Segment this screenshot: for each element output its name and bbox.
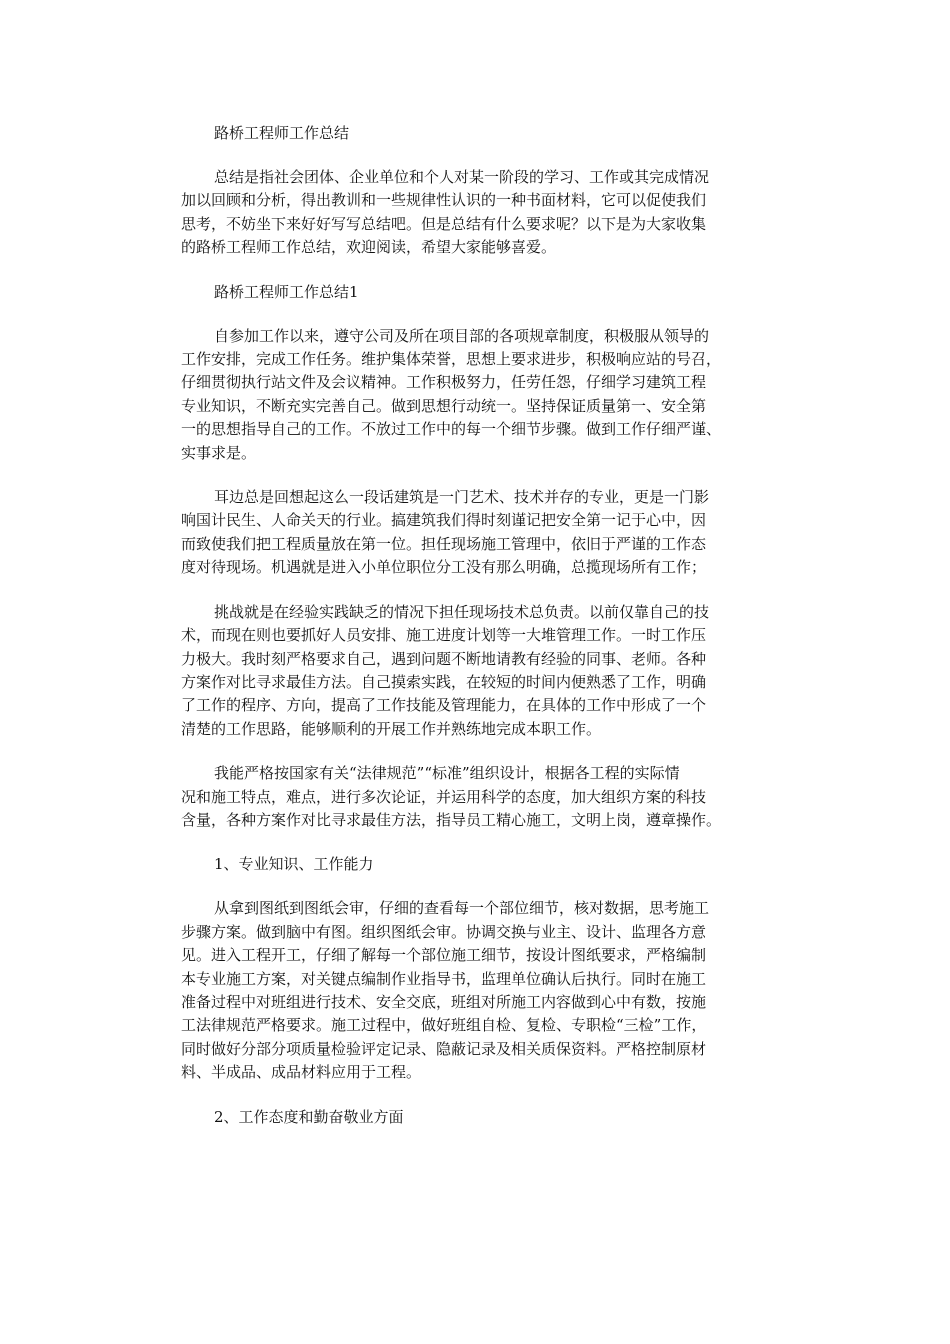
- paragraph-line: 一的思想指导自己的工作。不放过工作中的每一个细节步骤。做到工作仔细严谨、: [181, 420, 722, 439]
- paragraph-line: 从拿到图纸到图纸会审，仔细的查看每一个部位细节，核对数据，思考施工: [214, 899, 710, 918]
- paragraph-line: 见。进入工程开工，仔细了解每一个部位施工细节，按设计图纸要求，严格编制: [181, 946, 707, 965]
- paragraph-line: 挑战就是在经验实践缺乏的情况下担任现场技术总负责。以前仅靠自己的技: [214, 602, 710, 621]
- paragraph-line: 度对待现场。机遇就是进入小单位职位分工没有那么明确，总揽现场所有工作；: [181, 558, 707, 577]
- paragraph-line: 加以回顾和分析，得出教训和一些规律性认识的一种书面材料，它可以促使我们: [181, 191, 707, 210]
- document-title: 路桥工程师工作总结: [214, 124, 350, 142]
- paragraph-line: 况和施工特点，难点，进行多次论证，并运用科学的态度，加大组织方案的科技: [181, 787, 707, 806]
- paragraph-line: 总结是指社会团体、企业单位和个人对某一阶段的学习、工作或其完成情况: [214, 168, 710, 186]
- paragraph-line: 方案作对比寻求最佳方法。自己摸索实践，在较短的时间内便熟悉了工作，明确: [181, 672, 707, 691]
- paragraph-line: 同时做好分部分项质量检验评定记录、隐蔽记录及相关质保资料。严格控制原材: [181, 1039, 707, 1058]
- paragraph-line: 清楚的工作思路，能够顺利的开展工作并熟练地完成本职工作。: [181, 719, 602, 738]
- paragraph-line: 力极大。我时刻严格要求自己，遇到问题不断地请教有经验的同事、老师。各种: [181, 649, 707, 668]
- paragraph-line: 准备过程中对班组进行技术、安全交底，班组对所施工内容做到心中有数，按施: [181, 992, 707, 1011]
- section-title: 路桥工程师工作总结1: [214, 282, 359, 301]
- paragraph-5: [181, 897, 781, 1084]
- paragraph-line: 料、半成品、成品材料应用于工程。: [181, 1063, 422, 1082]
- heading-1: 1、专业知识、工作能力: [214, 855, 374, 874]
- paragraph-line: 而致使我们把工程质量放在第一位。担任现场施工管理中，依旧于严谨的工作态: [181, 534, 707, 553]
- paragraph-line: 工作安排，完成工作任务。维护集体荣誉，思想上要求进步，积极响应站的号召，: [181, 350, 722, 369]
- paragraph-line: 本专业施工方案，对关键点编制作业指导书，监理单位确认后执行。同时在施工: [181, 969, 707, 988]
- paragraph-line: 了工作的程序、方向，提高了工作技能及管理能力，在具体的工作中形成了一个: [181, 696, 707, 715]
- paragraph-line: 自参加工作以来，遵守公司及所在项目部的各项规章制度，积极服从领导的: [214, 326, 710, 345]
- paragraph-3: [181, 601, 781, 741]
- paragraph-line: 仔细贯彻执行站文件及会议精神。工作积极努力，任劳任怨，仔细学习建筑工程: [181, 373, 707, 392]
- paragraph-line: 耳边总是回想起这么一段话建筑是一门艺术、技术并存的专业，更是一门影: [214, 488, 710, 507]
- paragraph-line: 含量，各种方案作对比寻求最佳方法，指导员工精心施工，文明上岗，遵章操作。: [181, 810, 722, 829]
- paragraph-line: 思考，不妨坐下来好好写写总结吧。但是总结有什么要求呢？以下是为大家收集: [181, 214, 707, 233]
- paragraph-1: [181, 325, 781, 465]
- paragraph-line: 实事求是。: [181, 443, 257, 462]
- paragraph-line: 的路桥工程师工作总结，欢迎阅读，希望大家能够喜爱。: [181, 238, 557, 257]
- paragraph-line: 专业知识，不断充实完善自己。做到思想行动统一。坚持保证质量第一、安全第: [181, 396, 707, 415]
- intro-paragraph: [181, 166, 781, 260]
- paragraph-line: 步骤方案。做到脑中有图。组织图纸会审。协调交换与业主、设计、监理各方意: [181, 922, 707, 941]
- heading-2: 2、工作态度和勤奋敬业方面: [214, 1107, 404, 1126]
- paragraph-line: 工法律规范严格要求。施工过程中，做好班组自检、复检、专职检“三检”工作，: [181, 1016, 707, 1035]
- paragraph-line: 我能严格按国家有关“法律规范”“标准”组织设计，根据各工程的实际情: [214, 764, 680, 783]
- paragraph-4: [181, 762, 781, 832]
- document-body: [181, 122, 781, 1150]
- paragraph-line: 响国计民生、人命关天的行业。搞建筑我们得时刻谨记把安全第一记于心中，因: [181, 511, 707, 530]
- paragraph-line: 术，而现在则也要抓好人员安排、施工进度计划等一大堆管理工作。一时工作压: [181, 626, 707, 645]
- paragraph-2: [181, 486, 781, 580]
